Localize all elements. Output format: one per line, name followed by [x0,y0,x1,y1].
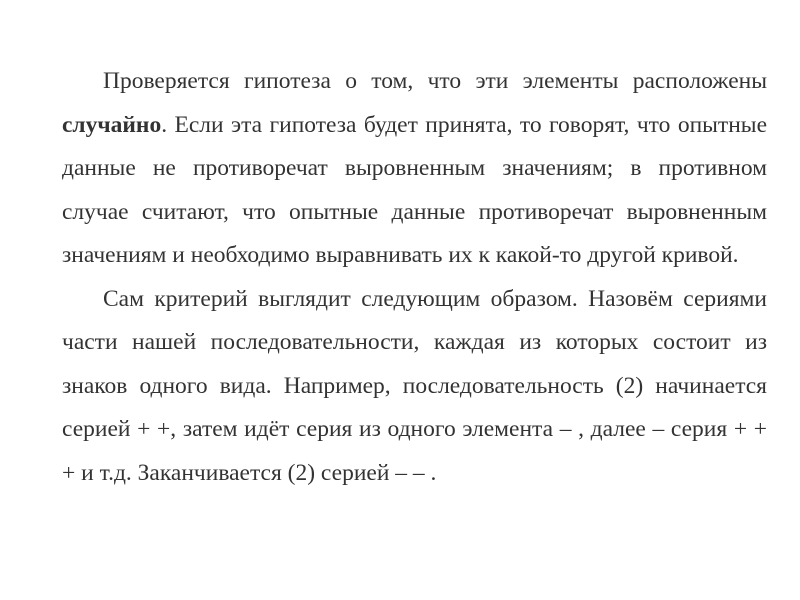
paragraph-hypothesis-lead: Проверяется гипотеза о том, что эти элементы расположены [103,68,767,94]
paragraph-hypothesis [62,60,767,278]
document-body [62,60,767,495]
paragraph-hypothesis-rest: . Если эта гипотеза будет принята, то говорят, что опытные данные не противоречат выровненным значениям; в противном случае считают, что опытные данные противоречат выровненным значениям и необходимо выравнивать их к какой-то другой кривой. [62,111,767,268]
emphasis-randomly: случайно [62,111,162,138]
paragraph-criterion: Сам критерий выглядит следующим образом. Назовём сериями части нашей последовательности, каждая из которых состоит из знаков одного вида. Например, последовательность (2) начинается серией + +, затем идёт серия из одного элемента – , далее – серия + + + и т.д. Заканчивается (2) серией – – . [62,285,767,486]
